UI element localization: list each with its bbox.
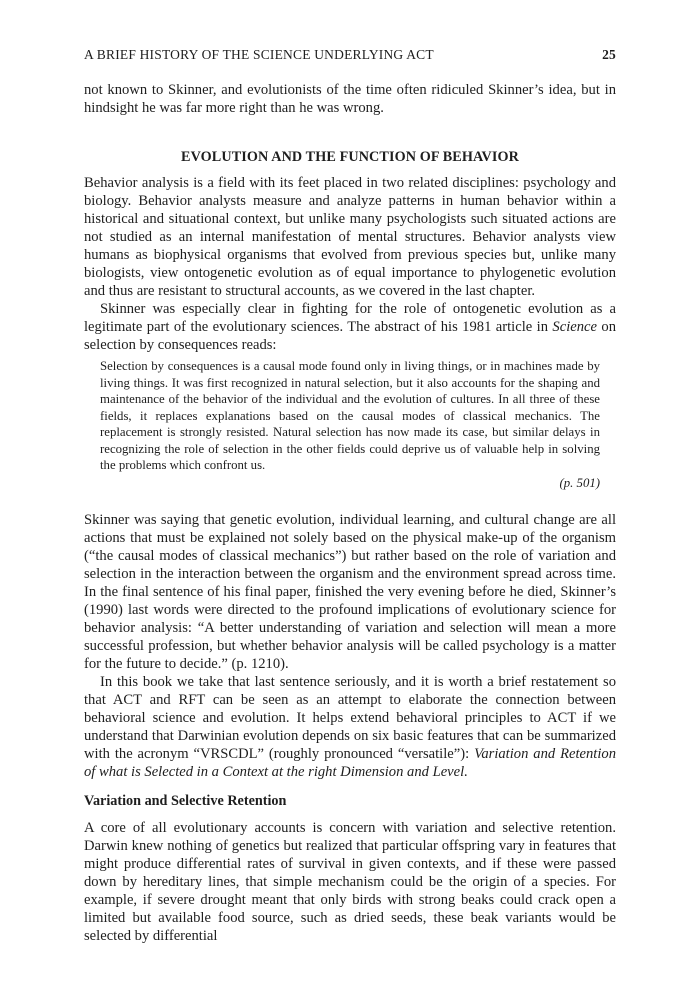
journal-title: Science xyxy=(552,319,597,335)
paragraph-text: In this book we take that last sentence seriously, and it is worth a brief restatement so that ACT and RFT can be seen as an attempt to elaborate the connection between behavioral science and evolution. It helps extend behavioral principles to ACT if we understand that Darwinian evolution depends on six basic features that can be summarized with the acronym “VRSCDL” (roughly pronounced “versatile”): xyxy=(84,674,616,762)
paragraph-text: Skinner was especially clear in fighting for the role of ontogenetic evolution as a legitimate part of the evolutionary sciences. The abstract of his 1981 article in xyxy=(84,301,616,335)
continuation-paragraph: not known to Skinner, and evolutionists of the time often ridiculed Skinner’s idea, but in hindsight he was far more right than he was wrong. xyxy=(84,82,616,116)
section-body-intro xyxy=(84,174,616,354)
running-head-title: A BRIEF HISTORY OF THE SCIENCE UNDERLYING ACT xyxy=(84,47,434,62)
vrscdl-definition: Variation and Retention of what is Selected in a Context at the right Dimension and Level. xyxy=(84,746,616,780)
paragraph-variation-retention: A core of all evolutionary accounts is concern with variation and selective retention. Darwin knew nothing of genetics but realized that particular offspring vary in features that might produce differential rates of survival in given contexts, and if these were passed down by hereditary lines, that simple mechanism could be the origin of a species. For example, if severe drought meant that only birds with strong beaks could crack open a limited but available food source, such as dried seeds, these beak variants would be selected by differential xyxy=(84,820,616,944)
sub-heading: Variation and Selective Retention xyxy=(84,793,287,809)
book-page xyxy=(84,0,616,1000)
continuation-paragraph-block xyxy=(84,81,616,117)
paragraph-behavior-analysis: Behavior analysis is a field with its feet placed in two related disciplines: psychology and biology. Behavior analysts measure and analyze patterns in human behavior within a historical and situational context, but unlike many psychologists such situated actions are not studied as an internal manifestation of mental structures. Behavior analysts view humans as biophysical organisms that evolved from previous species but, unlike many biologists, view ontogenetic evolution as of equal importance to phylogenetic evolution and thus are resistant to structural accounts, as we covered in the last chapter. xyxy=(84,175,616,299)
paragraph-skinner-abstract xyxy=(84,300,616,354)
block-quote-citation: (p. 501) xyxy=(559,475,600,490)
section-heading: EVOLUTION AND THE FUNCTION OF BEHAVIOR xyxy=(181,149,519,165)
paragraph-skinner-saying: Skinner was saying that genetic evolution, individual learning, and cultural change are all actions that must be explained not solely based on the physical make-up of the organism (“the causal modes of classical mechanics”) but rather based on the role of variation and selection in the interaction between the organism and the environment spread across time. In the final sentence of his final paper, finished the very evening before he died, Skinner’s (1990) last words were directed to the profound implications of evolutionary science for behavior analysis: “A better understanding of variation and selection will mean a more successful profession, but whether behavior analysis will be called psychology is a matter for the future to decide.” (p. 1210). xyxy=(84,512,616,672)
section-body-main xyxy=(84,511,616,781)
block-quote xyxy=(100,358,600,491)
running-head xyxy=(84,47,616,65)
block-quote-text: Selection by consequences is a causal mode found only in living things, or in machines made by living things. It was first recognized in natural selection, but it also accounts for the shaping and maintenance of the behavior of the individual and the evolution of cultures. In all three of these fields, it replaces explanations based on the causal modes of classical mechanics. The replacement is strongly resisted. Natural selection has now made its case, but similar delays in recognizing the role of selection in the other fields could deprive us of valuable help in solving the problems which confront us. xyxy=(100,359,600,472)
paragraph-text: on selection by consequences reads: xyxy=(84,319,616,353)
page-number: 25 xyxy=(602,47,616,62)
paragraph-vrscdl xyxy=(84,673,616,781)
subsection-body xyxy=(84,819,616,945)
